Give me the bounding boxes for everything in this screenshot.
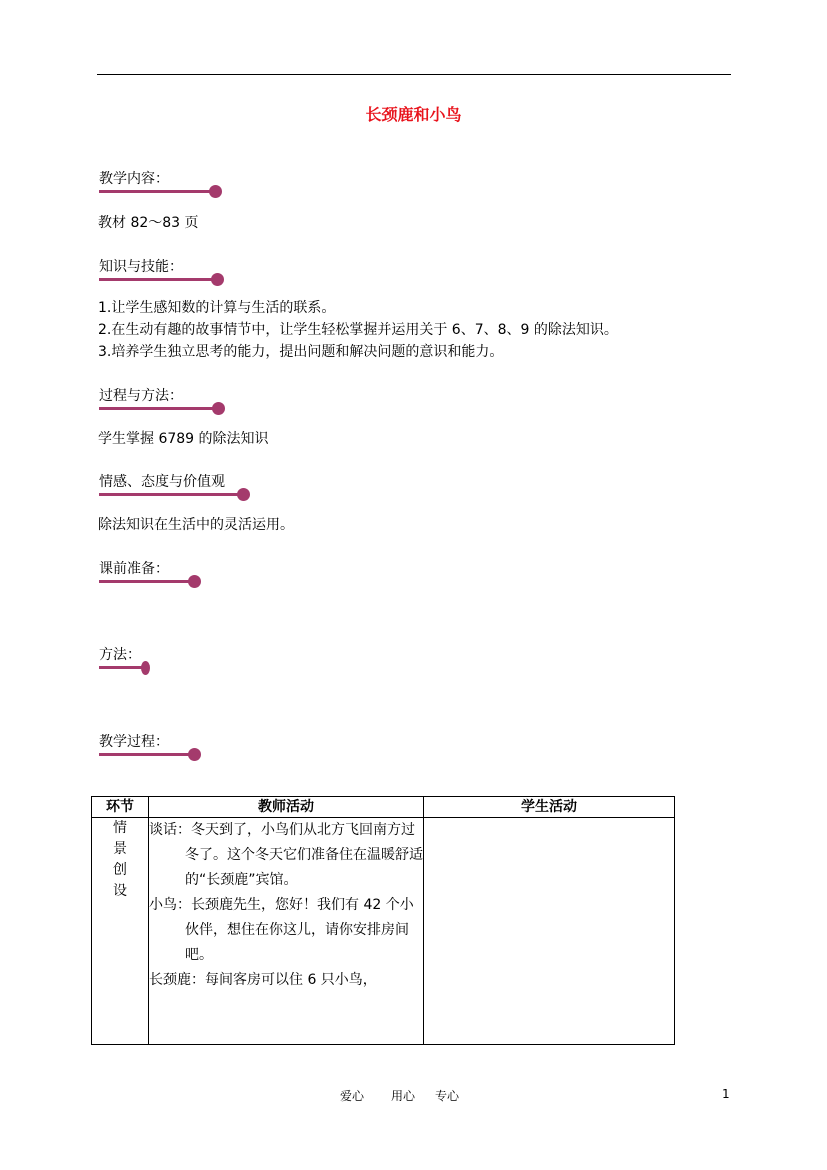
process-text: 学生掌握 6789 的除法知识 [98, 431, 269, 447]
header-rule [97, 74, 731, 75]
heading-content-label: 教学内容： [99, 171, 169, 187]
knowledge-item: 1.让学生感知数的计算与生活的联系。 [98, 300, 336, 316]
teacher-line: 小鸟：长颈鹿先生，您好！我们有 42 个小伙伴，想住在你这儿，请你安排房间吧。 [149, 897, 414, 963]
footer-motto: 爱心 [340, 1089, 365, 1103]
heading-bullet-dot [237, 488, 250, 501]
stage-char: 情 [113, 820, 127, 836]
heading-underline [99, 493, 241, 496]
stage-char: 创 [113, 862, 127, 878]
heading-bullet-dot [211, 273, 224, 286]
heading-emotion-label: 情感、态度与价值观 [99, 474, 225, 490]
heading-emotion [99, 473, 225, 491]
stage-char: 景 [113, 841, 127, 857]
heading-underline [99, 580, 195, 583]
table-row [92, 818, 675, 1045]
heading-knowledge [99, 258, 183, 276]
heading-prep [99, 560, 169, 578]
content-text: 教材 82～83 页 [98, 215, 199, 231]
lesson-table [91, 796, 675, 1045]
heading-process-label: 过程与方法： [99, 388, 183, 404]
teacher-activity-cell [149, 818, 424, 1045]
teacher-line: 谈话：冬天到了，小鸟们从北方飞回南方过冬了。这个冬天它们准备住在温暖舒适的“长颈鹿”宾馆。 [149, 822, 423, 888]
column-header-stage: 环节 [92, 797, 149, 818]
heading-bullet-dot [188, 748, 201, 761]
heading-prep-label: 课前准备： [99, 561, 169, 577]
heading-method [99, 646, 141, 664]
table-header-row [92, 797, 675, 818]
emotion-text: 除法知识在生活中的灵活运用。 [98, 517, 294, 533]
student-activity-cell [424, 818, 675, 1045]
heading-content [99, 170, 169, 188]
heading-underline [99, 278, 215, 281]
stage-cell [92, 818, 149, 1045]
footer-motto: 专心 [435, 1089, 460, 1103]
teacher-line: 长颈鹿：每间客房可以住 6 只小鸟， [149, 972, 377, 988]
heading-underline [99, 407, 216, 410]
page-number: 1 [722, 1087, 730, 1101]
heading-bullet-dot [188, 575, 201, 588]
heading-knowledge-label: 知识与技能： [99, 259, 183, 275]
column-header-student: 学生活动 [424, 797, 675, 818]
knowledge-item: 2.在生动有趣的故事情节中，让学生轻松掌握并运用关于 6、7、8、9 的除法知识。 [98, 322, 618, 338]
heading-teaching [99, 733, 169, 751]
footer-motto: 用心 [391, 1089, 416, 1103]
heading-teaching-label: 教学过程： [99, 734, 169, 750]
heading-underline [99, 753, 195, 756]
heading-bullet-dot [212, 402, 225, 415]
heading-underline [99, 190, 213, 193]
heading-method-label: 方法： [99, 647, 141, 663]
document-title: 长颈鹿和小鸟 [365, 105, 462, 124]
heading-bullet-dot [141, 661, 150, 675]
stage-char: 设 [113, 883, 127, 899]
column-header-teacher: 教师活动 [149, 797, 424, 818]
heading-process [99, 387, 183, 405]
heading-bullet-dot [209, 185, 222, 198]
knowledge-item: 3.培养学生独立思考的能力，提出问题和解决问题的意识和能力。 [98, 344, 504, 360]
